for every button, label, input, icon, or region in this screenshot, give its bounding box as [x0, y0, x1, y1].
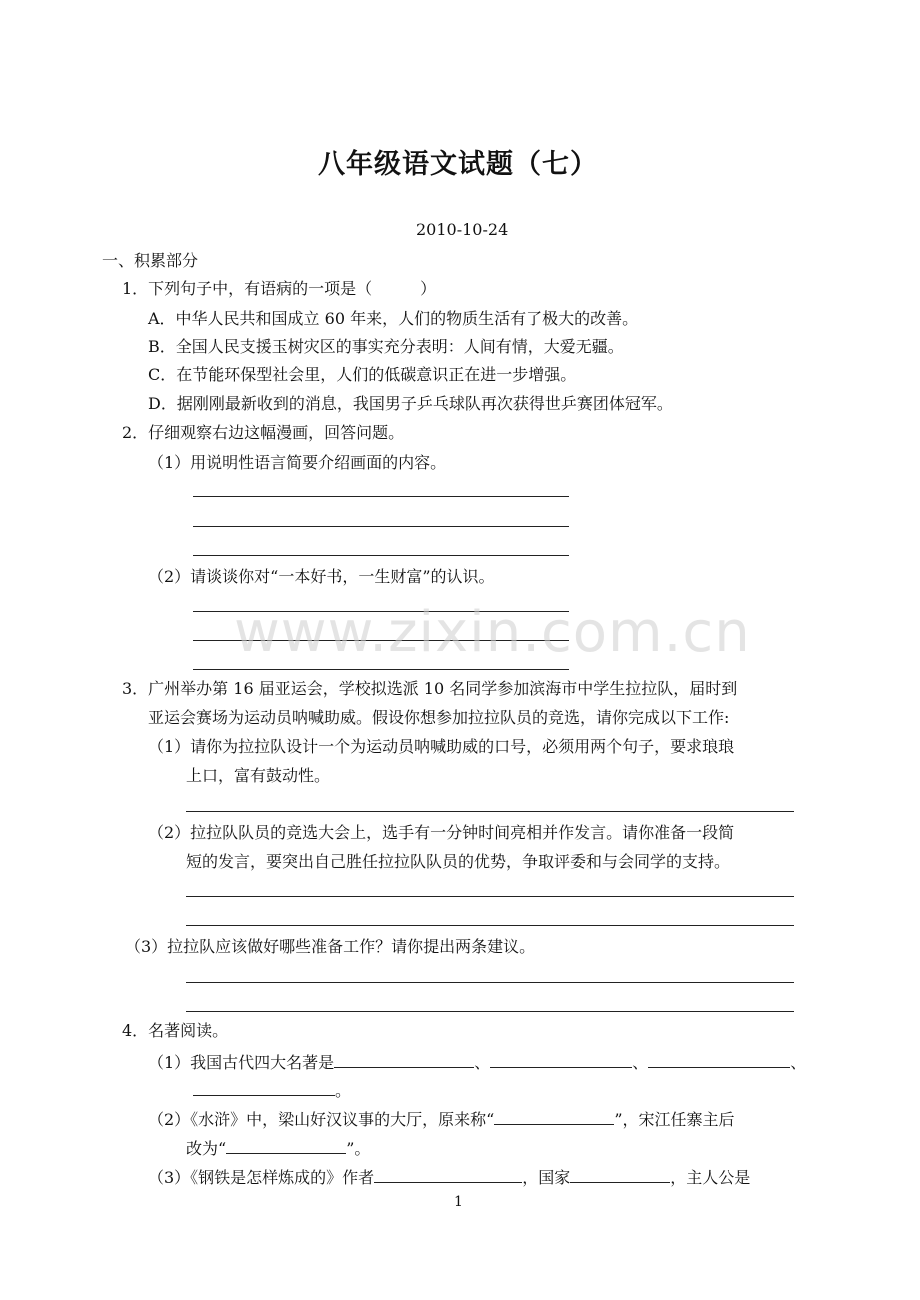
question-1-option-b: B．全国人民支援玉树灾区的事实充分表明：人间有情，大爱无疆。 [148, 337, 624, 356]
answer-line[interactable] [193, 555, 569, 556]
answer-line[interactable] [186, 811, 794, 812]
question-4-sub-2-text-a: （2）《水浒》中，梁山好汉议事的大厅，原来称“ [148, 1110, 495, 1129]
answer-line[interactable] [186, 896, 794, 897]
fill-blank[interactable] [374, 1165, 522, 1183]
question-2-sub-1: （1）用说明性语言简要介绍画面的内容。 [148, 453, 447, 472]
question-1-option-a: A．中华人民共和国成立 60 年来，人们的物质生活有了极大的改善。 [148, 309, 639, 328]
separator: 、 [474, 1053, 491, 1072]
question-4-sub-3-text-c: ，主人公是 [670, 1168, 751, 1187]
section-heading: 一、积累部分 [102, 251, 199, 270]
question-2-stem: 2．仔细观察右边这幅漫画，回答问题。 [122, 423, 405, 442]
question-1-stem: 1．下列句子中，有语病的一项是（ ） [122, 279, 437, 298]
question-4-sub-2-text-b: ”，宋江任寨主后 [614, 1110, 735, 1129]
question-3-sub-2-line-2: 短的发言，要突出自己胜任拉拉队队员的优势，争取评委和与会同学的支持。 [186, 852, 731, 871]
page-number: 1 [454, 1194, 463, 1210]
question-4-sub-3 [148, 1165, 750, 1189]
watermark: www.zixin.com.cn [234, 600, 751, 665]
answer-line[interactable] [186, 982, 794, 983]
answer-line[interactable] [193, 669, 569, 670]
question-3-sub-1-line-1: （1）请你为拉拉队设计一个为运动员呐喊助威的口号，必须用两个句子，要求琅琅 [148, 737, 735, 756]
question-3-sub-1-line-2: 上口，富有鼓动性。 [186, 766, 331, 785]
question-4-sub-2 [148, 1107, 735, 1131]
question-1-option-c: C．在节能环保型社会里，人们的低碳意识正在进一步增强。 [148, 365, 577, 384]
question-2-sub-2: （2）请谈谈你对“一本好书，一生财富”的认识。 [148, 567, 495, 586]
question-4-sub-1-text: （1）我国古代四大名著是 [148, 1053, 335, 1072]
fill-blank[interactable] [570, 1165, 670, 1183]
fill-blank[interactable] [334, 1050, 474, 1068]
question-4-sub-1-cont [193, 1078, 351, 1102]
question-3-stem-line-1: 3．广州举办第 16 届亚运会，学校拟选派 10 名同学参加滨海市中学生拉拉队，届时到 [122, 679, 738, 698]
question-3-stem-line-2: 亚运会赛场为运动员呐喊助威。假设你想参加拉拉队员的竞选，请你完成以下工作: [148, 708, 730, 727]
exam-date: 2010-10-24 [416, 220, 509, 239]
fill-blank[interactable] [494, 1107, 614, 1125]
page-title: 八年级语文试题（七） [318, 149, 598, 180]
question-1-option-d: D．据刚刚最新收到的消息，我国男子乒乓球队再次获得世乒赛团体冠军。 [148, 394, 673, 413]
fill-blank[interactable] [193, 1078, 335, 1096]
separator: 、 [632, 1053, 649, 1072]
answer-line[interactable] [193, 496, 569, 497]
question-4-stem: 4．名著阅读。 [122, 1021, 229, 1040]
fill-blank[interactable] [490, 1050, 632, 1068]
question-3-sub-3: （3）拉拉队应该做好哪些准备工作？请你提出两条建议。 [125, 937, 536, 956]
answer-line[interactable] [186, 1011, 794, 1012]
question-4-sub-2-text-c: 改为“ [186, 1139, 227, 1158]
question-4-sub-1 [148, 1050, 806, 1074]
question-4-sub-3-text-b: ，国家 [522, 1168, 571, 1187]
question-3-sub-2-line-1: （2）拉拉队队员的竞选大会上，选手有一分钟时间亮相并作发言。请你准备一段简 [148, 823, 735, 842]
separator: 、 [790, 1053, 807, 1072]
period: 。 [335, 1081, 352, 1100]
question-4-sub-2-text-d: ”。 [346, 1139, 371, 1158]
fill-blank[interactable] [648, 1050, 790, 1068]
answer-line[interactable] [193, 526, 569, 527]
question-4-sub-3-text-a: （3）《钢铁是怎样炼成的》作者 [148, 1168, 375, 1187]
question-4-sub-2-cont [186, 1136, 370, 1160]
fill-blank[interactable] [226, 1136, 346, 1154]
answer-line[interactable] [186, 925, 794, 926]
